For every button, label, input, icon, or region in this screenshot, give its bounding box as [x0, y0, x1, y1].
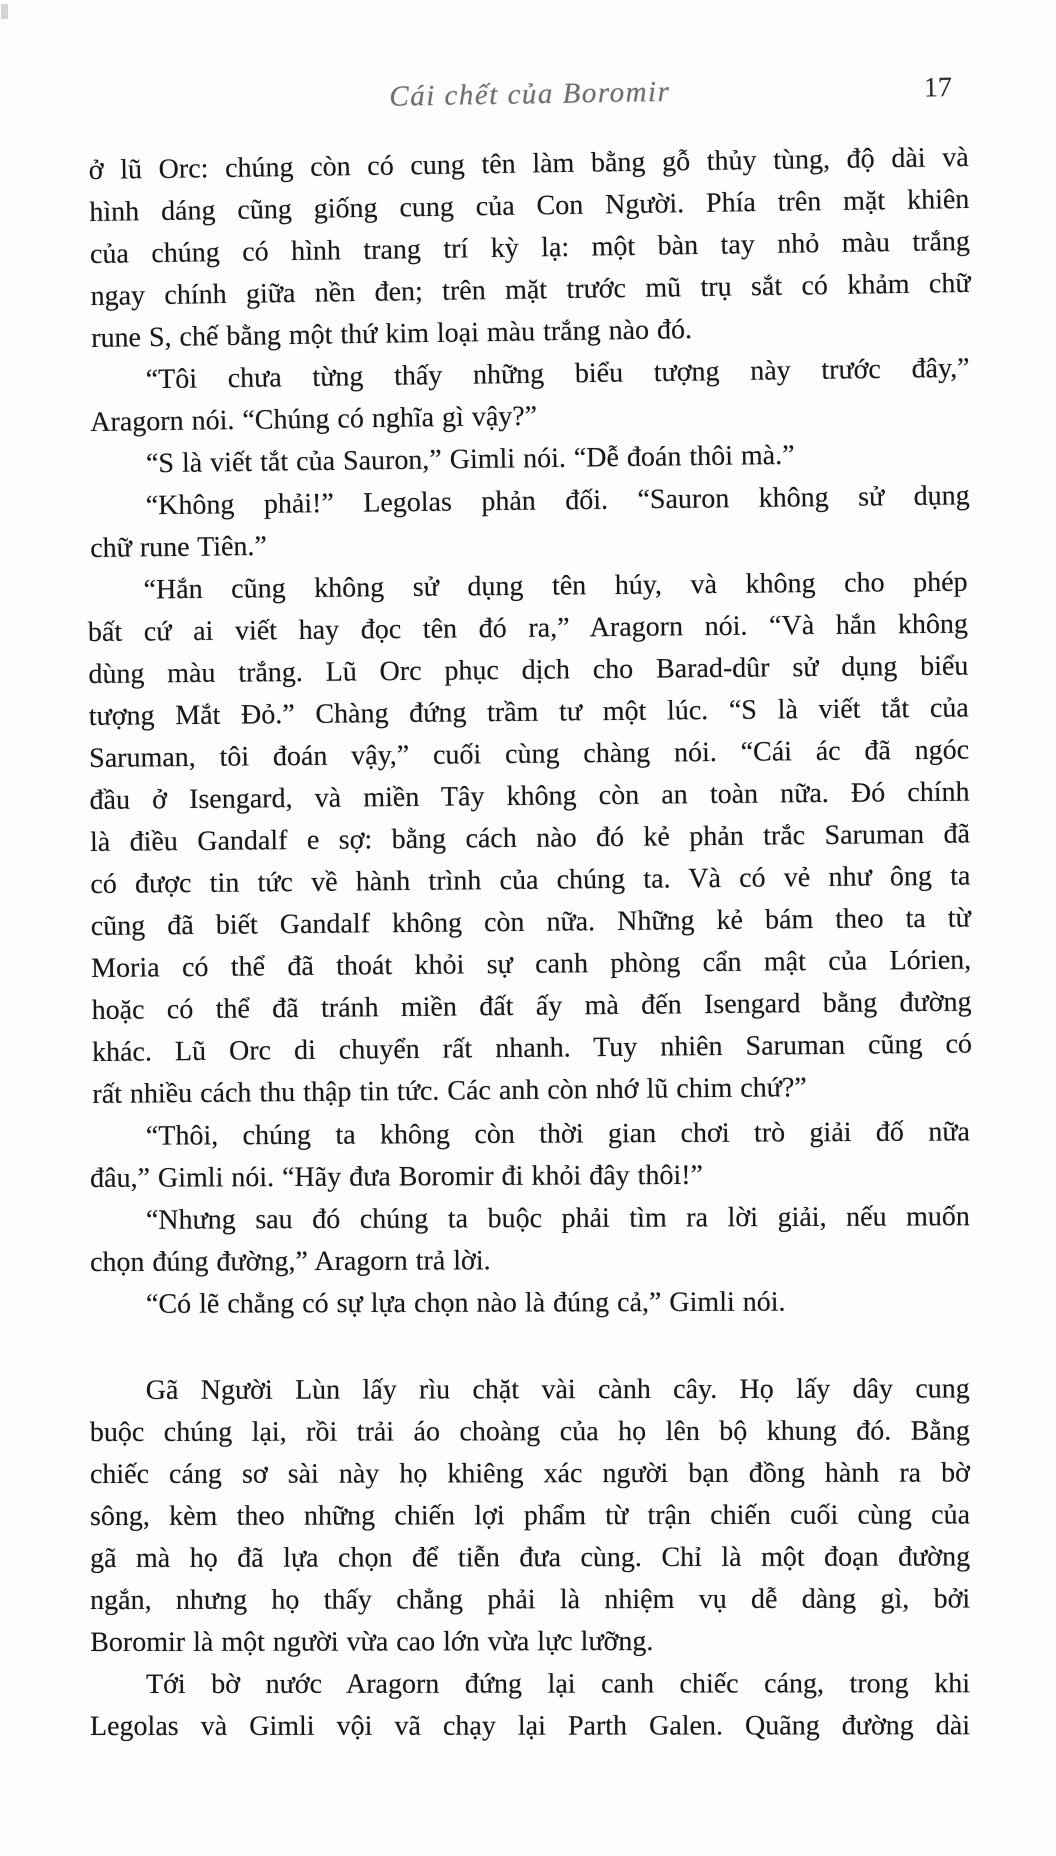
text-line: cũng đã biết Gandalf không còn nữa. Những kẻ bám theo ta từ [90, 902, 971, 942]
text-line: Boromir là một người vừa cao lớn vừa lực lưỡng. [90, 1626, 654, 1658]
text-line: Aragorn nói. “Chúng có nghĩa gì vậy?” [90, 400, 538, 438]
text-line: Legolas và Gimli vội vã chạy lại Parth Galen. Quãng đường dài [90, 1710, 971, 1742]
paragraph [90, 1368, 971, 1664]
text-line: là điều Gandalf e sợ: bằng cách nào đó kẻ phản trắc Saruman đã [89, 818, 971, 858]
text-line: hình dáng cũng giống cung của Con Người. Phía trên mặt khiên [89, 183, 970, 229]
scan-artifact-mark [1, 4, 8, 19]
text-line: gã mà họ đã lựa chọn để tiễn đưa cùng. Chỉ là một đoạn đường [90, 1541, 971, 1574]
page-number: 17 [923, 71, 953, 104]
text-line: Saruman, tôi đoán vậy,” cuối cùng chàng nói. “Cái ác đã ngóc [89, 734, 970, 775]
paragraph [87, 562, 972, 1116]
text-line: chiếc cáng sơ sài này họ khiêng xác người bạn đồng hành ra bờ [89, 1457, 970, 1490]
text-line: “S là viết tắt của Sauron,” Gimli nói. “Dễ đoán thôi mà.” [145, 439, 795, 480]
text-line: Tới bờ nước Aragorn đứng lại canh chiếc cáng, trong khi [145, 1668, 970, 1700]
text-line: chữ rune Tiên.” [90, 530, 268, 564]
running-title: Cái chết của Boromir [389, 75, 671, 113]
text-line: “Thôi, chúng ta không còn thời gian chơi trò giải đố nữa [145, 1116, 970, 1152]
text-line: có được tin tức về hành trình của chúng ta. Và có vẻ như ông ta [90, 860, 971, 900]
text-line: “Hắn cũng không sử dụng tên húy, và không cho phép [143, 566, 968, 606]
text-line: đâu,” Gimli nói. “Hãy đưa Boromir đi khỏi đây thôi!” [90, 1159, 704, 1194]
paragraph [90, 1111, 970, 1200]
text-line: tượng Mắt Đỏ.” Chàng đứng trầm tư một lúc. “S là viết tắt của [88, 692, 969, 733]
text-line: “Tôi chưa từng thấy những biểu tượng này trước đây,” [145, 352, 970, 396]
paragraph [89, 475, 970, 570]
paragraph [90, 1663, 970, 1748]
text-line: “Không phải!” Legolas phản đối. “Sauron không sử dụng [145, 480, 970, 522]
text-line: ngay chính giữa nền đen; trên mặt trước mũ trụ sắt có khảm chữ [90, 267, 971, 312]
text-line: khác. Lũ Orc di chuyển rất nhanh. Tuy nhiên Saruman cũng có [91, 1028, 973, 1068]
page-body [87, 141, 973, 1748]
text-line: ngắn, nhưng họ thấy chẳng phải là nhiệm vụ dễ dàng gì, bởi [90, 1583, 971, 1616]
text-line: bất cứ ai viết hay đọc tên đó ra,” Aragorn nói. “Và hắn không [87, 608, 969, 649]
text-line: của chúng có hình trang trí kỳ lạ: một bàn tay nhỏ màu trắng [89, 225, 971, 270]
text-line: Moria có thể đã thoát khỏi sự canh phòng cẩn mật của Lórien, [91, 944, 972, 984]
paragraph [89, 348, 970, 444]
text-line: rune S, chế bằng một thứ kim loại màu trắng nào đó. [91, 314, 693, 354]
paragraph [90, 1281, 970, 1326]
text-line: rất nhiều cách thu thập tin tức. Các anh còn nhớ lũ chim chứ?” [92, 1072, 807, 1110]
text-line: sông, kèm theo những chiến lợi phẩm từ trận chiến cuối cùng của [89, 1499, 971, 1532]
text-line: ở lũ Orc: chúng còn có cung tên làm bằng gỗ thủy tùng, độ dài và [88, 141, 969, 187]
text-line: buộc chúng lại, rồi trải áo choàng của họ lên bộ khung đó. Bằng [89, 1415, 970, 1449]
text-line: chọn đúng đường,” Aragorn trả lời. [90, 1245, 491, 1278]
text-line: hoặc có thể đã tránh miền đất ấy mà đến Isengard bằng đường [91, 986, 972, 1026]
text-line: dùng màu trắng. Lũ Orc phục dịch cho Barad-dûr sử dụng biểu [88, 650, 969, 691]
text-line: “Nhưng sau đó chúng ta buộc phải tìm ra lời giải, nếu muốn [145, 1201, 970, 1236]
text-line: “Có lẽ chẳng có sự lựa chọn nào là đúng cả,” Gimli nói. [145, 1286, 786, 1320]
text-line: Gã Người Lùn lấy rìu chặt vài cành cây. Họ lấy dây cung [145, 1373, 970, 1406]
text-line: đầu ở Isengard, và miền Tây không còn an toàn nữa. Đó chính [89, 776, 970, 817]
page-header [90, 71, 971, 128]
paragraph [90, 1196, 970, 1284]
paragraph [88, 137, 971, 360]
